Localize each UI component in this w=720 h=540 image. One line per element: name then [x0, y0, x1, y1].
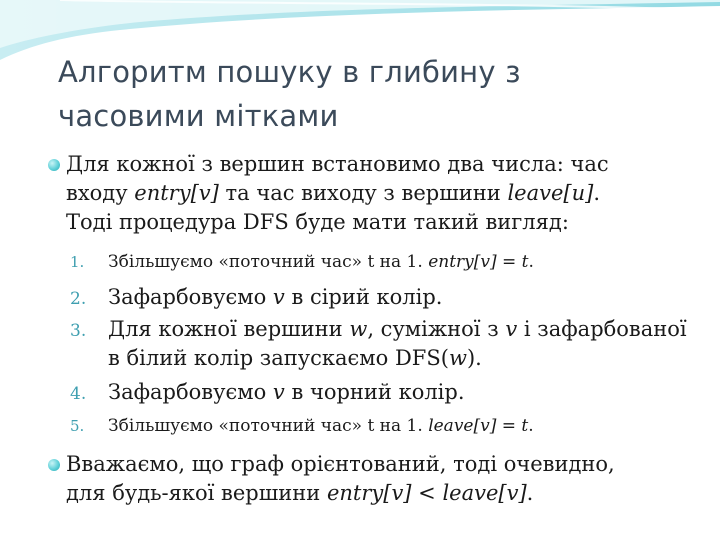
text: , суміжної з [367, 317, 506, 341]
text: . [593, 181, 600, 205]
bullet2-line-2 [66, 479, 686, 508]
text: . [528, 416, 534, 436]
item-number: 1. [70, 253, 85, 271]
text: входу [66, 181, 135, 205]
text: і зафарбованої [517, 317, 687, 341]
item-text [108, 283, 442, 312]
text: Для кожної вершини [108, 317, 350, 341]
item-number: 2. [70, 289, 87, 309]
text: Збільшуємо «поточний час» t на 1. [108, 416, 429, 436]
bullet-entry-leave [66, 150, 686, 237]
text: Зафарбовуємо [108, 380, 273, 404]
text: Збільшуємо «поточний час» t на 1. [108, 252, 429, 272]
text: ). [466, 346, 482, 370]
var: w [349, 317, 368, 341]
formula: leave[v] = t [428, 416, 529, 436]
text: . [526, 481, 534, 505]
bullet1-line-2 [66, 179, 686, 208]
bullet-icon [48, 459, 60, 471]
var: v [272, 285, 285, 309]
item-number: 4. [70, 384, 87, 404]
text: в білий колір запускаємо DFS( [108, 346, 449, 370]
item-text [108, 378, 465, 407]
title-line-1: Алгоритм пошуку в глибину з [58, 55, 521, 89]
text: в чорний колір. [284, 380, 465, 404]
item-text [108, 414, 534, 438]
formula: entry[v] = t [428, 252, 529, 272]
var: v [505, 317, 518, 341]
var: w [448, 346, 467, 370]
title-line-2: часовими мітками [58, 99, 339, 133]
leave-term: leave[u] [507, 181, 594, 205]
text: для будь-якої вершини [66, 481, 327, 505]
bullet-conclusion [66, 450, 686, 508]
inequality: entry[v] < leave[v] [326, 481, 527, 505]
entry-term: entry[v] [134, 181, 219, 205]
item-number: 3. [70, 321, 87, 341]
item-number: 5. [70, 417, 85, 435]
var: v [272, 380, 285, 404]
bullet-icon [48, 159, 60, 171]
slide-title [58, 50, 658, 138]
text: в сірий колір. [284, 285, 443, 309]
text: . [528, 252, 534, 272]
bullet1-line-1: Для кожної з вершин встановимо два числа: час [66, 152, 609, 176]
text: та час виходу з вершини [218, 181, 508, 205]
bullet1-line-3: Тоді процедура DFS буде мати такий вигляд: [66, 210, 569, 234]
item-text [108, 250, 534, 274]
bullet2-line-1: Вважаємо, що граф орієнтований, тоді очевидно, [66, 452, 615, 476]
text: Зафарбовуємо [108, 285, 273, 309]
item-text [108, 315, 687, 373]
